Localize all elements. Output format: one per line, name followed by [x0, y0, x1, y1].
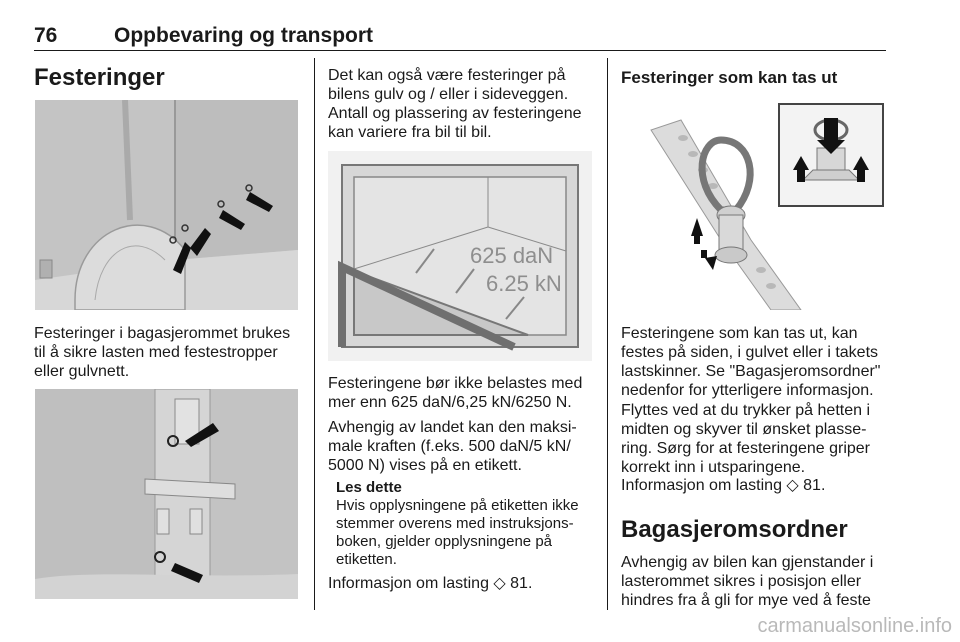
reference-lasting-right: Informasjon om lasting ◇ 81.	[621, 477, 826, 494]
bagasjerom-paragraph: Avhengig av bilen kan gjenstander i lasterommet sikres i posisjon eller hindres fra å gli for mye ved å feste	[621, 554, 874, 609]
column-divider-2	[607, 58, 608, 610]
figure-load-label	[328, 151, 592, 361]
heading-removable-rings: Festeringer som kan tas ut	[621, 68, 838, 87]
removable-para-1: Festeringene som kan tas ut, kan festes på siden, i gulvet eller i takets lastskinner. Se "Bagasjeromsordner" nedenfor for ytterligere informasjon.	[621, 325, 881, 399]
page-number: 76	[34, 24, 58, 47]
figure-cargo-floor	[35, 100, 298, 310]
page-header	[34, 24, 886, 52]
header-divider	[34, 50, 886, 51]
intro-paragraph: Det kan også være festeringer på bilens gulv og / eller i sideveggen. Antall og plassering av festeringene kan variere fra bil til bil.	[328, 67, 582, 141]
note-body: Hvis opplysningene på etiketten ikke stemmer overens med instruksjons-boken, gjelder opplysningene på etiketten.	[336, 497, 579, 568]
column-divider-1	[314, 58, 315, 610]
label-text-kn: 6.25 kN	[486, 271, 562, 296]
caption-festeringer: Festeringer i bagasjerommet brukes til å sikre lasten med festestropper eller gulvnett.	[34, 325, 291, 380]
label-text-dan: 625 daN	[470, 243, 554, 268]
load-paragraph: Festeringene bør ikke belastes med mer enn 625 daN/6,25 kN/6250 N.	[328, 375, 583, 411]
max-force-paragraph: Avhengig av landet kan den maksi-male kraften (f.eks. 500 daN/5 kN/ 5000 N) vises på en etikett.	[328, 419, 577, 474]
section-title-festeringer: Festeringer	[34, 64, 165, 91]
figure-removable-ring	[621, 100, 885, 310]
removable-para-2: Flyttes ved at du trykker på hetten i midten og skyver til ønsket plasse-ring. Sørg for at festeringene griper korrekt inn i utsparingene.	[621, 402, 871, 476]
reference-lasting-middle: Informasjon om lasting ◇ 81.	[328, 575, 533, 592]
section-title-bagasjeromsordner: Bagasjeromsordner	[621, 516, 848, 543]
figure-side-wall	[35, 389, 298, 599]
note-title: Les dette	[336, 479, 402, 496]
watermark: carmanualsonline.info	[757, 615, 952, 637]
chapter-title: Oppbevaring og transport	[114, 24, 374, 47]
